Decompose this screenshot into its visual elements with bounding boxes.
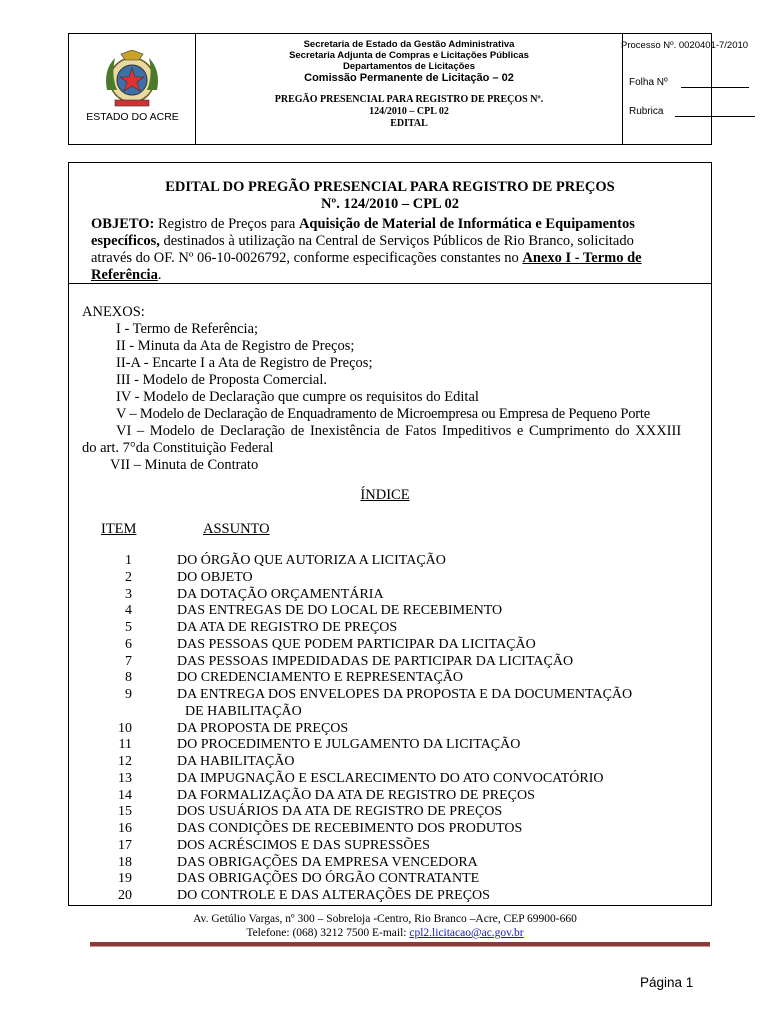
column-header-assunto: ASSUNTO xyxy=(203,521,270,537)
anexo-item: II - Minuta da Ata de Registro de Preços; xyxy=(116,338,355,354)
index-item-number: 15 xyxy=(118,804,132,820)
index-item-number: 17 xyxy=(118,837,132,853)
page-number: Página 1 xyxy=(640,975,694,990)
index-item-number: 7 xyxy=(125,653,132,669)
anexo-item-continuation: do art. 7°da Constituição Federal xyxy=(82,440,274,456)
index-item-number: 11 xyxy=(118,737,132,753)
index-item-subject: DO ÓRGÃO QUE AUTORIZA A LICITAÇÃO xyxy=(177,553,446,568)
index-item-subject: DAS PESSOAS IMPEDIDADAS DE PARTICIPAR DA LICITAÇÃO xyxy=(177,653,574,669)
index-item-subject: DAS CONDIÇÕES DE RECEBIMENTO DOS PRODUTOS xyxy=(177,821,523,836)
anexo-item: VI – Modelo de Declaração de Inexistência de Fatos Impeditivos e Cumprimento do XXXIII xyxy=(116,423,682,439)
objeto-text-4: . xyxy=(157,267,162,283)
anexo-item: III - Modelo de Proposta Comercial. xyxy=(116,372,328,388)
anexo-reference-1: Anexo I - Termo de xyxy=(522,250,642,266)
document-header xyxy=(68,33,749,145)
rubrica-label: Rubrica xyxy=(629,106,664,117)
index-item-subject: DOS USUÁRIOS DA ATA DE REGISTRO DE PREÇOS xyxy=(177,804,503,820)
anexo-item: V – Modelo de Declaração de Enquadramento de Microempresa ou Empresa de Pequeno Porte xyxy=(116,406,650,422)
anexo-item: I - Termo de Referência; xyxy=(116,321,259,337)
index-item-subject: DAS OBRIGAÇÕES DA EMPRESA VENCEDORA xyxy=(177,854,478,870)
objeto-bold-2: específicos, xyxy=(91,233,160,249)
index-item-subject: DAS PESSOAS QUE PODEM PARTICIPAR DA LICITAÇÃO xyxy=(177,636,536,652)
footer-address: Av. Getúlio Vargas, nº 300 – Sobreloja -Centro, Rio Branco –Acre, CEP 69900-660 xyxy=(193,913,577,925)
index-item-subject: DA IMPUGNAÇÃO E ESCLARECIMENTO DO ATO CONVOCATÓRIO xyxy=(177,770,604,786)
anexo-item: VII – Minuta de Contrato xyxy=(110,457,259,473)
header-pregao-line-2: 124/2010 – CPL 02 xyxy=(369,106,449,117)
footer-rule-shadow xyxy=(90,946,710,947)
logo-cell xyxy=(69,34,196,144)
footer-phone: Telefone: (068) 3212 7500 E-mail: xyxy=(246,927,410,939)
index-item-subject: DA DOTAÇÃO ORÇAMENTÁRIA xyxy=(177,586,384,602)
index-item-number: 9 xyxy=(125,687,132,702)
index-item-subject: DE HABILITAÇÃO xyxy=(185,703,302,719)
anexo-reference-2: Referência xyxy=(91,267,158,283)
index-item-number: 20 xyxy=(118,888,132,903)
edital-title-line-2: Nº. 124/2010 – CPL 02 xyxy=(320,196,460,212)
index-item-subject: DO CREDENCIAMENTO E REPRESENTAÇÃO xyxy=(177,670,464,686)
index-item-subject: DAS ENTREGAS DE DO LOCAL DE RECEBIMENTO xyxy=(177,603,503,619)
index-item-number: 13 xyxy=(118,770,132,786)
objeto-paragraph xyxy=(91,216,705,284)
header-line-adjunta: Secretaria Adjunta de Compras e Licitações Públicas xyxy=(289,50,529,61)
state-coat-of-arms-logo xyxy=(101,50,163,116)
state-label: ESTADO DO ACRE xyxy=(86,111,179,123)
footer-contact xyxy=(0,926,770,940)
index-item-subject: DOS ACRÉSCIMOS E DAS SUPRESSÕES xyxy=(177,837,430,853)
objeto-text-1: Registro de Preços para xyxy=(154,216,299,232)
index-item-number: 1 xyxy=(125,553,132,568)
index-item-number: 2 xyxy=(125,569,132,585)
footer-email-link[interactable]: cpl2.licitacao@ac.gov.br xyxy=(409,927,524,939)
objeto-text-2: destinados à utilização na Central de Serviços Públicos de Rio Branco, solicitado xyxy=(159,233,634,249)
index-item-number: 4 xyxy=(125,603,132,619)
index-item-number: 19 xyxy=(118,871,132,887)
objeto-label: OBJETO: xyxy=(91,216,155,232)
index-item-subject: DA PROPOSTA DE PREÇOS xyxy=(177,720,349,736)
index-item-number: 5 xyxy=(125,620,132,635)
rubrica-line xyxy=(675,116,755,117)
header-center-cell xyxy=(196,34,623,144)
index-item-subject: DAS OBRIGAÇÕES DO ÓRGÃO CONTRATANTE xyxy=(177,871,480,887)
index-item-subject: DA HABILITAÇÃO xyxy=(177,754,295,769)
index-item-subject: DA ATA DE REGISTRO DE PREÇOS xyxy=(177,620,398,635)
index-item-subject: DO PROCEDIMENTO E JULGAMENTO DA LICITAÇÃO xyxy=(177,737,521,753)
index-item-number: 3 xyxy=(125,586,132,602)
header-pregao-line-1: PREGÃO PRESENCIAL PARA REGISTRO DE PREÇOS Nº. xyxy=(274,94,544,105)
header-line-comissao: Comissão Permanente de Licitação – 02 xyxy=(304,72,514,84)
index-item-number: 12 xyxy=(118,754,132,769)
objeto-text-3: através do OF. Nº 06-10-0026792, conforme especificações constantes no xyxy=(91,250,523,266)
index-item-number: 8 xyxy=(125,670,132,686)
header-line-secretaria: Secretaria de Estado da Gestão Administrativa xyxy=(303,39,515,50)
index-item-number: 10 xyxy=(118,720,132,736)
index-item-subject: DO OBJETO xyxy=(177,569,253,585)
objeto-bold-1: Aquisição de Material de Informática e Equipamentos xyxy=(298,216,635,232)
folha-label: Folha Nº xyxy=(629,77,668,88)
index-item-subject: DA FORMALIZAÇÃO DA ATA DE REGISTRO DE PREÇOS xyxy=(177,787,535,803)
header-line-departamentos: Departamentos de Licitações xyxy=(343,61,475,72)
column-header-item: ITEM xyxy=(101,521,137,537)
processo-number: Processo Nº. 0020401-7/2010 xyxy=(621,40,749,51)
title-box xyxy=(68,162,712,284)
index-item-subject: DA ENTREGA DOS ENVELOPES DA PROPOSTA E DA DOCUMENTAÇÃO xyxy=(177,687,633,702)
header-right-cell xyxy=(621,34,749,144)
index-item-number: 16 xyxy=(118,821,132,836)
anexo-item: IV - Modelo de Declaração que cumpre os requisitos do Edital xyxy=(116,389,479,405)
indice-heading: ÍNDICE xyxy=(360,487,410,503)
index-item-subject: DO CONTROLE E DAS ALTERAÇÕES DE PREÇOS xyxy=(177,888,490,903)
index-item-number: 6 xyxy=(125,636,132,652)
header-pregao-line-3: EDITAL xyxy=(390,118,428,129)
index-item-number: 14 xyxy=(118,787,132,803)
anexos-heading: ANEXOS: xyxy=(82,304,145,320)
folha-line xyxy=(681,87,749,88)
anexo-item: II-A - Encarte I a Ata de Registro de Preços; xyxy=(116,355,373,371)
edital-title-line-1: EDITAL DO PREGÃO PRESENCIAL PARA REGISTRO DE PREÇOS xyxy=(165,179,615,195)
index-item-number: 18 xyxy=(118,854,132,870)
